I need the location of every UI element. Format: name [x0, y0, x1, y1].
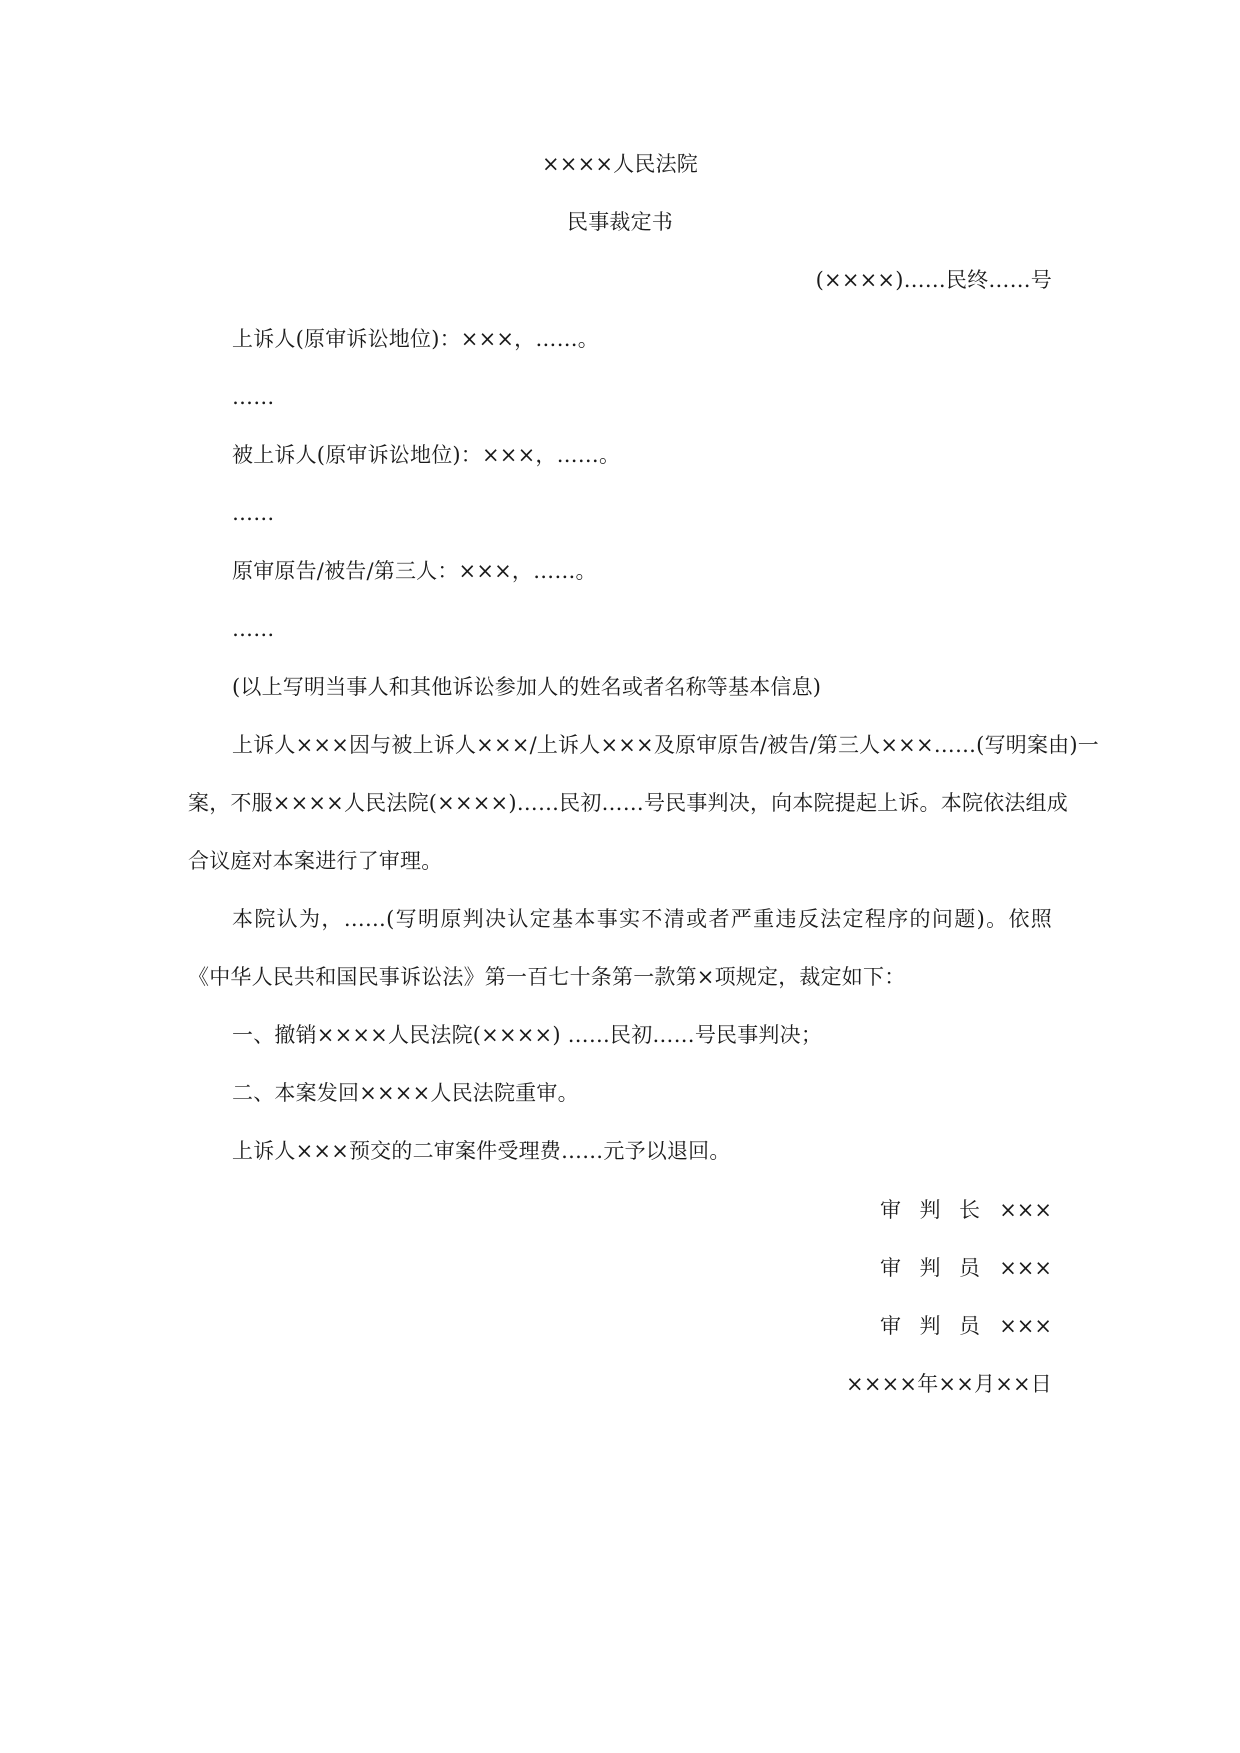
party-note: (以上写明当事人和其他诉讼参加人的姓名或者名称等基本信息): [232, 675, 822, 699]
signature-line: [880, 1196, 1052, 1224]
role-char: 审: [880, 1314, 901, 1338]
party-appellee: 被上诉人(原审诉讼地位)：×××，……。: [232, 443, 621, 467]
signature-name: ×××: [999, 1256, 1052, 1280]
role-char: 判: [919, 1198, 941, 1222]
role-char: 判: [919, 1314, 941, 1338]
role-char: 审: [880, 1198, 901, 1222]
signature-role: [880, 1312, 980, 1340]
role-char: 判: [919, 1256, 941, 1280]
court-name: ××××人民法院: [542, 152, 698, 176]
party-original: 原审原告/被告/第三人：×××，……。: [232, 559, 597, 583]
party-ellipsis: ……: [232, 501, 275, 525]
role-char: 员: [959, 1256, 980, 1280]
signature-role: [880, 1196, 980, 1224]
ruling-item: 二、本案发回××××人民法院重审。: [232, 1081, 579, 1105]
role-char: 员: [959, 1314, 980, 1338]
case-paragraph-line: 上诉人×××因与被上诉人×××/上诉人×××及原审原告/被告/第三人×××……(写明案由)一: [232, 733, 1099, 757]
signature-line: [880, 1254, 1052, 1282]
reasoning-paragraph-line: 本院认为，……(写明原判决认定基本事实不清或者严重违反法定程序的问题)。依照: [232, 907, 1052, 931]
ruling-item: 一、撤销××××人民法院(××××) ……民初……号民事判决；: [232, 1023, 823, 1047]
role-char: 审: [880, 1256, 901, 1280]
party-ellipsis: ……: [232, 385, 275, 409]
fee-note: 上诉人×××预交的二审案件受理费……元予以退回。: [232, 1139, 731, 1163]
document-title: 民事裁定书: [567, 210, 673, 234]
signature-name: ×××: [999, 1198, 1052, 1222]
case-paragraph-line: 案，不服××××人民法院(××××)……民初……号民事判决，向本院提起上诉。本院依法组成: [188, 791, 1068, 815]
signature-name: ×××: [999, 1314, 1052, 1338]
party-appellant: 上诉人(原审诉讼地位)：×××，……。: [232, 327, 599, 351]
reasoning-paragraph-line: 《中华人民共和国民事诉讼法》第一百七十条第一款第×项规定，裁定如下：: [188, 965, 906, 989]
role-char: 长: [959, 1198, 980, 1222]
party-ellipsis: ……: [232, 617, 275, 641]
case-number: (××××)……民终……号: [815, 268, 1052, 292]
document-date: ××××年××月××日: [846, 1372, 1052, 1396]
signature-line: [880, 1312, 1052, 1340]
case-paragraph-line: 合议庭对本案进行了审理。: [188, 849, 443, 873]
signature-role: [880, 1254, 980, 1282]
